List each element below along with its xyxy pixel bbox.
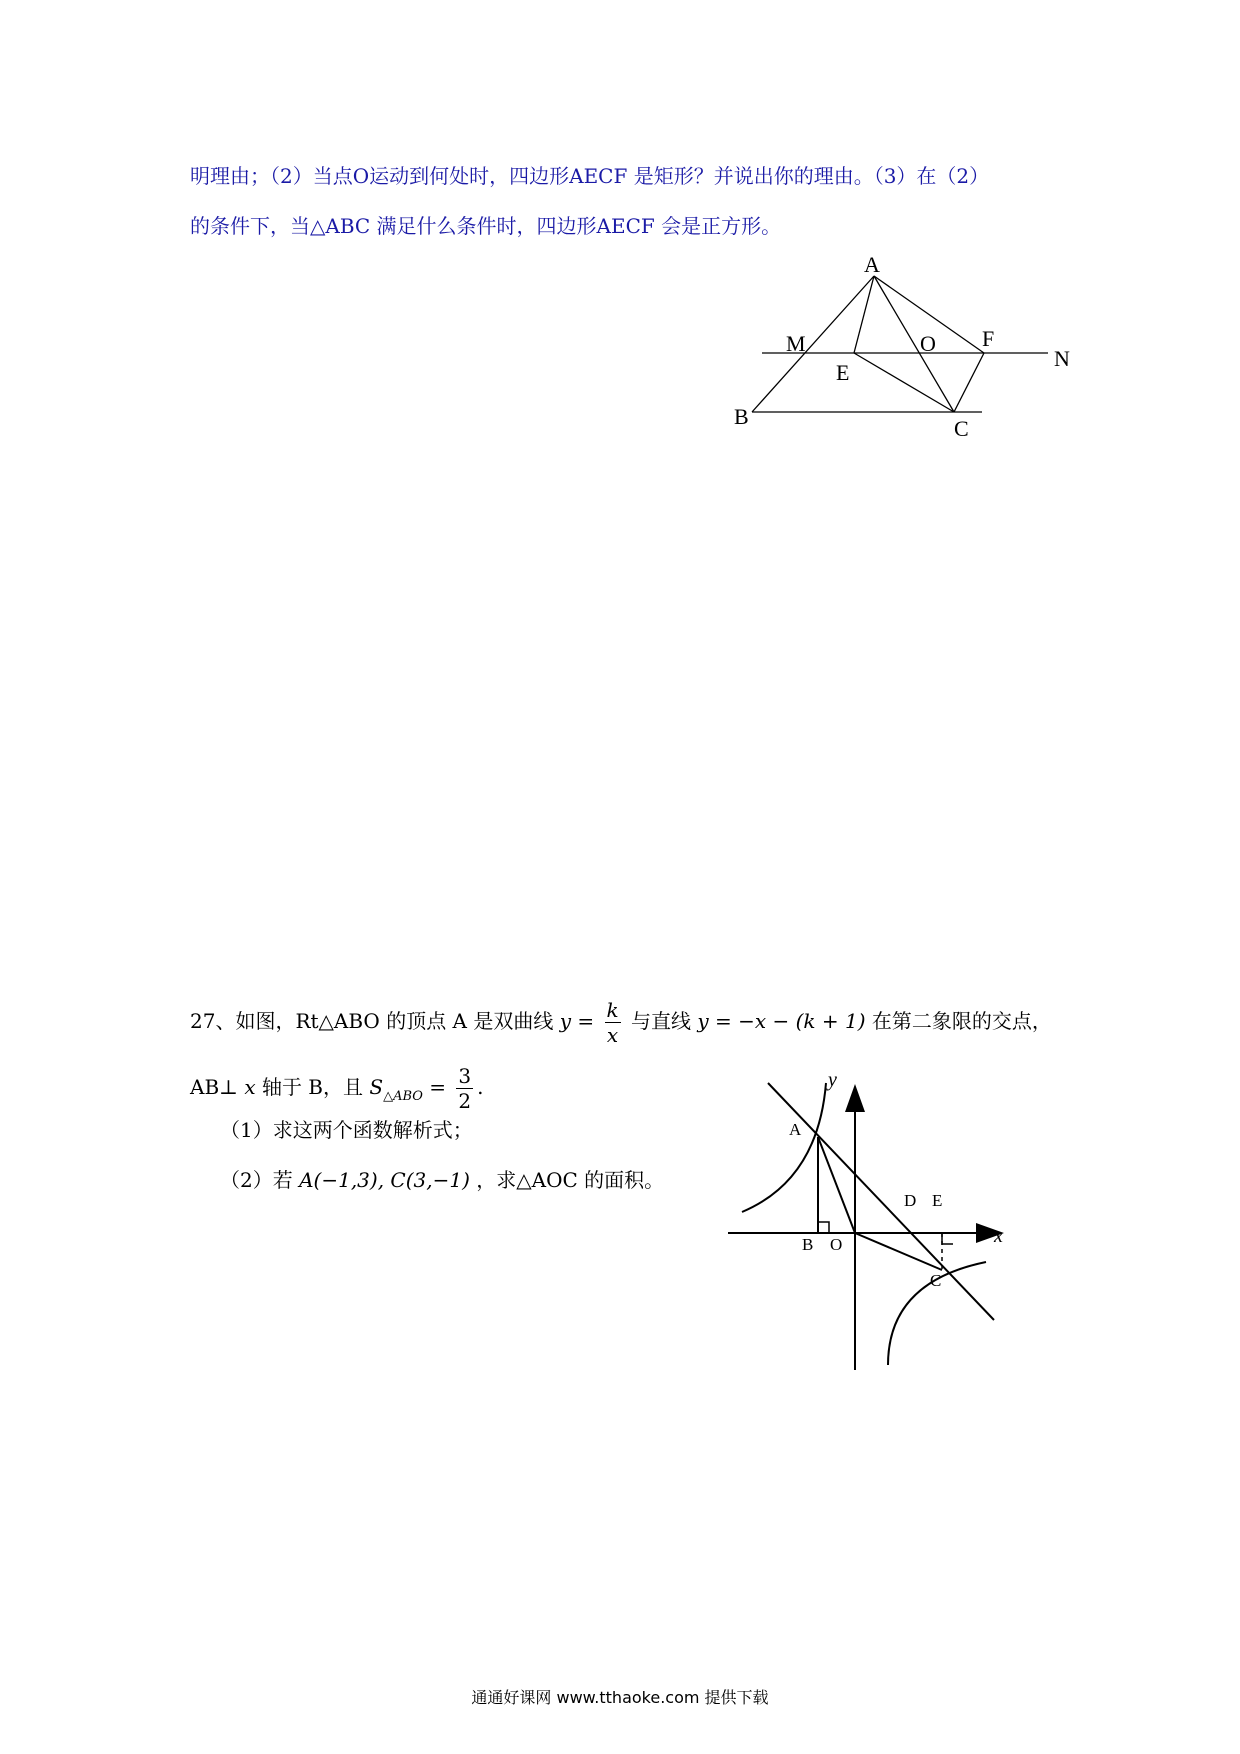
label-o: O: [920, 331, 936, 356]
q27-figure: [0, 1060, 1240, 1380]
right-angle-b: [818, 1222, 829, 1233]
label-y: y: [828, 1069, 837, 1091]
q26-text-1: 明理由；（2）当点O运动到何处时，四边形AECF 是矩形？并说出你的理由。（3）在（2）: [190, 164, 990, 188]
label-b: B: [802, 1235, 814, 1254]
footer-text: 通通好课网 www.tthaoke.com 提供下载: [471, 1688, 769, 1707]
q27-area-end: .: [477, 1075, 484, 1099]
q27-part1-text: （1）求这两个函数解析式；: [220, 1118, 473, 1142]
segment-ac: [874, 276, 954, 412]
q27-part2-math: A(−1,3), C(3,−1): [299, 1168, 470, 1192]
q27-intro-b: 与直线: [630, 1009, 691, 1033]
q27-eq1-lhs: y =: [559, 1009, 595, 1033]
q27-area-sub: △ABO: [383, 1089, 423, 1104]
q27-eq1-den: x: [606, 1023, 619, 1047]
label-c: C: [954, 416, 969, 441]
q27-eq1-num: k: [606, 998, 619, 1022]
q27-eq1-fraction: [605, 998, 621, 1047]
label-b: B: [734, 404, 749, 429]
q27-eq2: y = −x − (k + 1): [697, 1009, 866, 1033]
label-m: M: [786, 331, 806, 356]
line-graph: [768, 1083, 994, 1320]
q27-area-num: 3: [458, 1064, 472, 1088]
segment-fc: [954, 353, 984, 412]
label-a: A: [789, 1120, 802, 1139]
label-f: F: [982, 326, 995, 351]
hyperbola-upper-branch: [742, 1083, 826, 1212]
label-c: C: [930, 1271, 942, 1290]
label-o: O: [830, 1235, 843, 1254]
segment-ao: [818, 1137, 855, 1233]
label-e: E: [836, 360, 850, 385]
label-x: x: [994, 1225, 1003, 1247]
q26-text-2: 的条件下，当△ABC 满足什么条件时，四边形AECF 会是正方形。: [190, 214, 782, 238]
q27-line2-x: x: [244, 1075, 256, 1099]
label-a: A: [864, 252, 880, 277]
q27-intro-c: 在第二象限的交点，: [871, 1009, 1052, 1033]
q27-part2-b: ，求△AOC 的面积。: [476, 1168, 665, 1192]
q27-line2-a: AB⊥: [190, 1075, 238, 1099]
right-angle-e: [942, 1233, 953, 1244]
page-footer: [0, 1685, 1240, 1708]
q27-area-s: S: [369, 1075, 384, 1099]
q27-area-den: 2: [458, 1089, 472, 1113]
label-d: D: [904, 1191, 917, 1210]
label-n: N: [1054, 346, 1070, 371]
q27-intro-a: 27、如图，Rt△ABO 的顶点 A 是双曲线: [190, 1009, 554, 1033]
q27-area-eq: =: [429, 1075, 447, 1099]
q27-line2-b: 轴于 B，且: [261, 1075, 364, 1099]
segment-ec: [854, 353, 954, 412]
q27-line-1: [190, 998, 1052, 1047]
q26-figure: [0, 0, 1240, 480]
label-e: E: [932, 1191, 943, 1210]
q27-part2-a: （2）若: [220, 1168, 293, 1192]
